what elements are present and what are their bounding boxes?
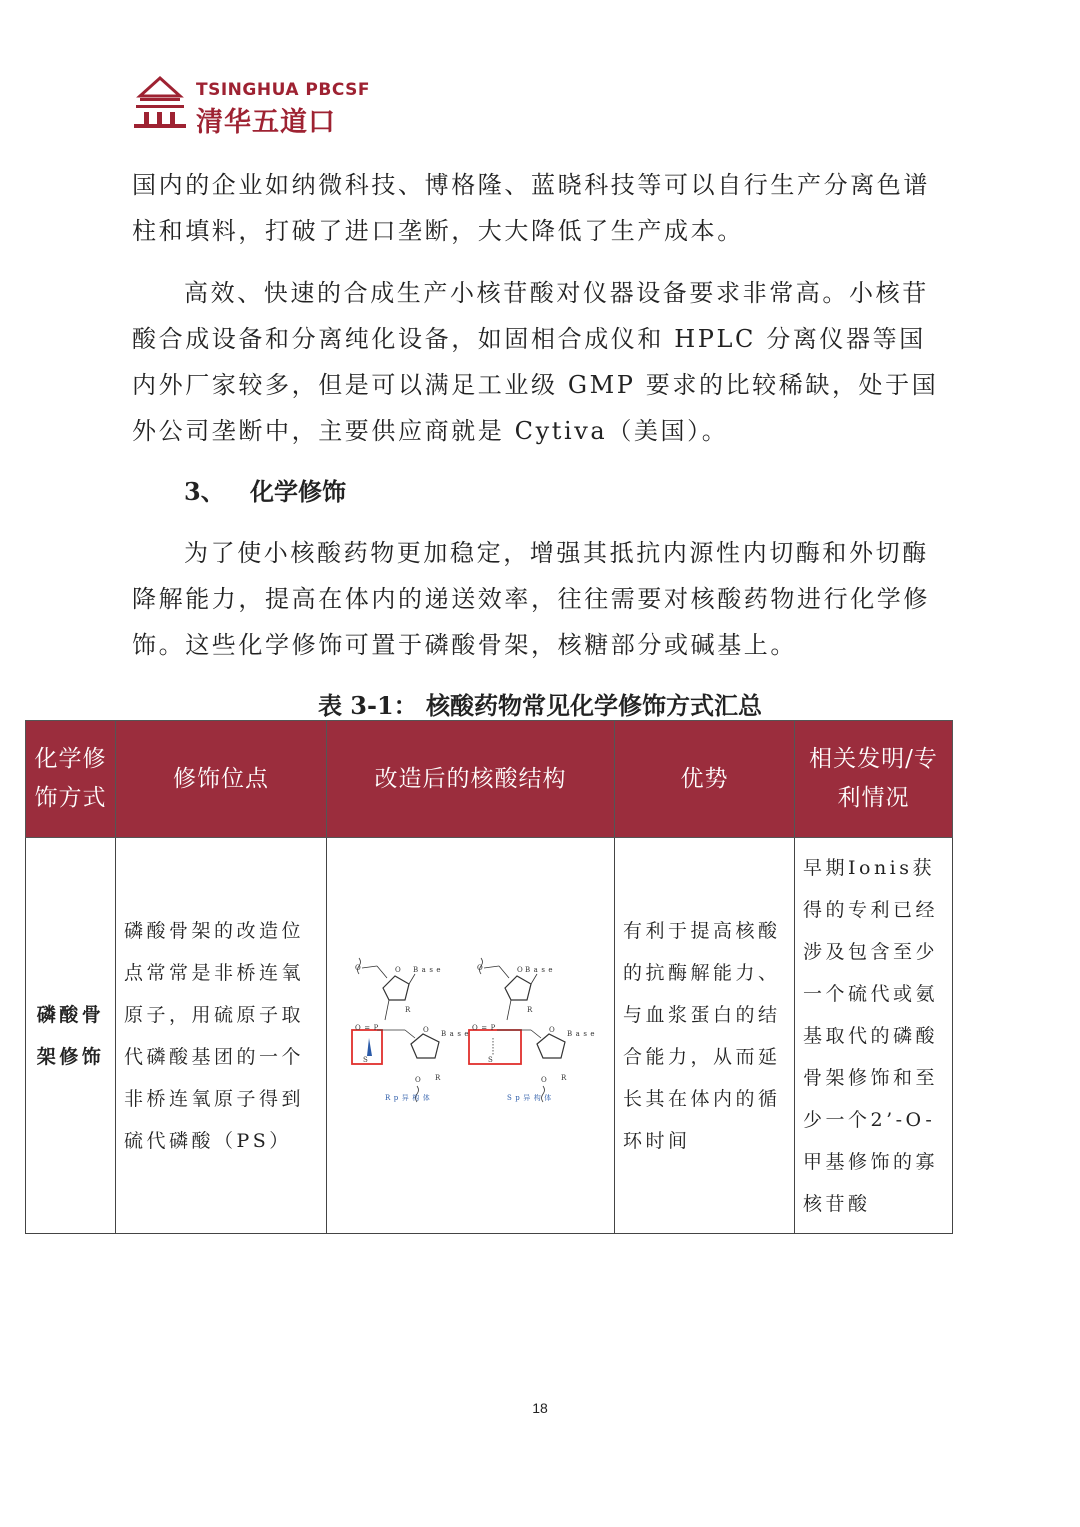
sp-ring-o-2: O xyxy=(549,1026,559,1034)
header-site: 修饰位点 xyxy=(116,721,327,838)
rp-o-top: O xyxy=(355,964,365,972)
sp-o-eq-p: O=P xyxy=(472,1024,499,1032)
rp-o-eq-p: O=P xyxy=(355,1024,382,1032)
paragraph-2: 高效、快速的合成生产小核苷酸对仪器设备要求非常高。小核苷酸合成设备和分离纯化设备，如固相合成仪和 HPLC 分离仪器等国内外厂家较多，但是可以满足工业级 GMP 要求的比较稀缺，处于国外公司垄断中，主要供应商就是 Cytiva（美国）。 xyxy=(132,279,939,445)
rp-label: Rp异构体 xyxy=(385,1094,434,1102)
sp-base-1: Base xyxy=(525,966,557,974)
ps-structure-diagram xyxy=(335,838,623,1218)
sp-s: S xyxy=(488,1056,497,1064)
sp-base-2: Base xyxy=(567,1030,599,1038)
section-heading xyxy=(184,472,346,507)
logo xyxy=(132,74,372,138)
header-advantage: 优势 xyxy=(615,721,795,838)
cell-method: 磷酸骨架修饰 xyxy=(26,838,116,1234)
paragraph-1: 国内的企业如纳微科技、博格隆、蓝晓科技等可以自行生产分离色谱柱和填料，打破了进口垄断，大大降低了生产成本。 xyxy=(132,171,930,245)
rp-ring-o-2: O xyxy=(423,1026,433,1034)
sp-ring-o: O xyxy=(517,966,527,974)
rp-r-1: R xyxy=(405,1006,414,1014)
sp-o-bottom: O xyxy=(541,1076,551,1084)
table-row xyxy=(26,838,953,1234)
rp-base-1: Base xyxy=(413,966,445,974)
rp-base-2: Base xyxy=(441,1030,473,1038)
cell-advantage: 有利于提高核酸的抗酶解能力、与血浆蛋白的结合能力，从而延长其在体内的循环时间 xyxy=(615,838,795,1234)
sp-isomer xyxy=(469,958,598,1102)
header-structure: 改造后的核酸结构 xyxy=(327,721,615,838)
section-title: 化学修饰 xyxy=(250,477,346,506)
cell-site: 磷酸骨架的改造位点常常是非桥连氧原子，用硫原子取代磷酸基团的一个非桥连氧原子得到硫代磷酸（PS） xyxy=(116,838,327,1234)
logo-english-text: TSINGHUA PBCSF xyxy=(196,80,370,100)
sp-r-2: R xyxy=(561,1074,570,1082)
cell-patent: 早期Ionis获得的专利已经涉及包含至少一个硫代或氨基取代的磷酸骨架修饰和至少一个2’-O-甲基修饰的寡核苷酸 xyxy=(795,838,953,1234)
rp-s: S xyxy=(363,1056,372,1064)
header-patent: 相关发明/专利情况 xyxy=(795,721,953,838)
page-number: 18 xyxy=(532,1400,548,1416)
paragraph-3: 为了使小核酸药物更加稳定，增强其抵抗内源性内切酶和外切酶降解能力，提高在体内的递送效率，往往需要对核酸药物进行化学修饰。这些化学修饰可置于磷酸骨架，核糖部分或碱基上。 xyxy=(132,539,930,659)
section-number: 3、 xyxy=(184,477,225,506)
sp-r-1: R xyxy=(527,1006,536,1014)
tsinghua-pbcsf-logo-icon xyxy=(132,74,188,130)
modification-table xyxy=(25,720,953,1234)
rp-o-bottom: O xyxy=(415,1076,425,1084)
rp-r-2: R xyxy=(435,1074,444,1082)
sp-label: Sp异构体 xyxy=(507,1094,555,1102)
cell-structure xyxy=(327,838,615,1234)
rp-ring-o: O xyxy=(395,966,405,974)
rp-isomer xyxy=(352,958,472,1102)
logo-chinese-text: 清华五道口 xyxy=(196,107,336,138)
header-method: 化学修饰方式 xyxy=(26,721,116,838)
sp-o-top: O xyxy=(477,964,487,972)
table-header-row xyxy=(26,721,953,838)
table-caption: 表 3-1： 核酸药物常见化学修饰方式汇总 xyxy=(317,691,763,720)
